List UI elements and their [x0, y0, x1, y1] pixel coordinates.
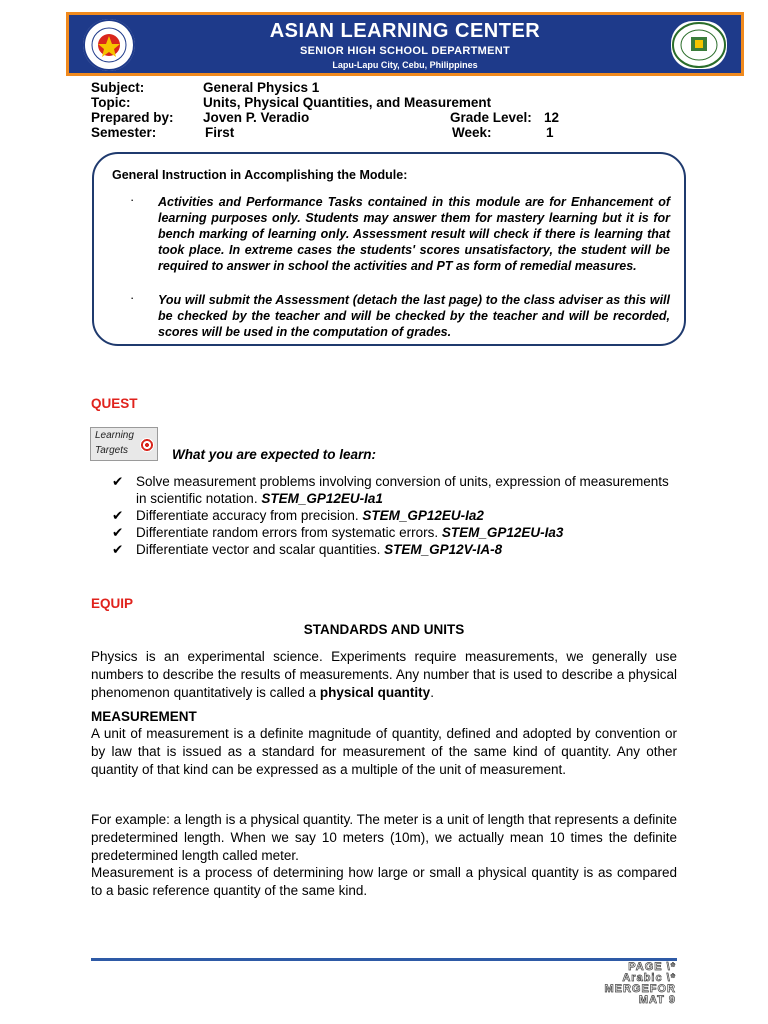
- equip-heading: EQUIP: [91, 596, 134, 611]
- intro-paragraph: [91, 648, 677, 702]
- prepared-by-value: Joven P. Veradio: [203, 110, 310, 125]
- department-name: SENIOR HIGH SCHOOL DEPARTMENT: [300, 45, 510, 57]
- objectives-list: [112, 473, 682, 558]
- topic-value: Units, Physical Quantities, and Measurement: [203, 95, 492, 110]
- school-location: Lapu-Lapu City, Cebu, Philippines: [332, 60, 478, 70]
- target-icon: [140, 438, 154, 452]
- instruction-title: General Instruction in Accomplishing the Module:: [112, 168, 408, 182]
- school-seal-logo: [671, 21, 727, 69]
- objective-code: STEM_GP12V-IA-8: [384, 542, 503, 557]
- footer-divider: [91, 958, 677, 961]
- week-label: Week:: [452, 125, 492, 140]
- checkmark-icon: ✔: [112, 508, 124, 523]
- objective-code: STEM_GP12EU-Ia3: [441, 525, 564, 540]
- icon-word-targets: Targets: [95, 445, 128, 456]
- prepared-by-label: Prepared by:: [91, 110, 174, 125]
- list-item: [112, 507, 682, 524]
- instruction-item: Activities and Performance Tasks contained in this module are for Enhancement of learning purposes only. Students may answer them for mastery learning but it is for bench marking of learning only. Assessment result will check if there is learning that took place. In extreme cases the students' scores unsatisfactory, the student will be required to answer in school the activities and PT as form of remedial measures.: [158, 195, 670, 273]
- checkmark-icon: ✔: [112, 525, 124, 540]
- page-field-code: Arabic \*: [622, 972, 676, 984]
- objective-text: Differentiate vector and scalar quantities.: [136, 542, 385, 557]
- page-field-code: MERGEFOR: [604, 983, 676, 995]
- learning-targets-icon: [90, 427, 158, 461]
- week-value: 1: [546, 125, 554, 140]
- subject-label: Subject:: [91, 80, 145, 95]
- bullet-icon: ·: [130, 290, 135, 305]
- semester-label: Semester:: [91, 125, 157, 140]
- grade-level-label: Grade Level:: [450, 110, 532, 125]
- objective-text: Differentiate random errors from systematic errors.: [136, 525, 442, 540]
- objective-text: Differentiate accuracy from precision.: [136, 508, 363, 523]
- school-name: ASIAN LEARNING CENTER: [269, 20, 541, 42]
- measurement-paragraph: A unit of measurement is a definite magnitude of quantity, defined and adopted by convention or by law that is issued as a standard for measurement of the same kind of quantity. Any other quantity of that kind can be expressed as a multiple of the unit of measurement.: [91, 726, 677, 777]
- physical-quantity-term: physical quantity: [319, 685, 431, 700]
- intro-end: .: [430, 685, 434, 700]
- bullet-icon: ·: [130, 192, 135, 207]
- section-title: STANDARDS AND UNITS: [303, 622, 465, 637]
- page-field-code: PAGE \*: [628, 961, 676, 973]
- page-field-code: MAT 9: [638, 994, 676, 1006]
- quest-heading: QUEST: [91, 396, 138, 411]
- objective-code: STEM_GP12EU-Ia1: [261, 491, 383, 506]
- topic-label: Topic:: [91, 95, 131, 110]
- list-item: [112, 541, 682, 558]
- checkmark-icon: ✔: [112, 474, 124, 489]
- grade-level-value: 12: [544, 110, 560, 125]
- school-banner: [66, 12, 744, 76]
- list-item: [112, 473, 682, 507]
- measurement-heading: MEASUREMENT: [91, 709, 197, 724]
- subject-value: General Physics 1: [203, 80, 320, 95]
- semester-value: First: [205, 125, 235, 140]
- intro-text: Physics is an experimental science. Experiments require measurements, we generally use numbers to describe the results of measurements. Any number that is used to describe a physical phenomenon quantitatively is called a: [91, 649, 677, 700]
- icon-word-learning: Learning: [95, 430, 134, 441]
- measurement-definition-paragraph: Measurement is a process of determining how large or small a physical quantity is as compared to a basic reference quantity of the same kind.: [91, 865, 677, 898]
- general-instruction-box: [92, 152, 686, 346]
- example-paragraph: For example: a length is a physical quantity. The meter is a unit of length that represents a definite predetermined length. When we say 10 meters (10m), we actually mean 10 times the definite predetermined length called meter.: [91, 812, 677, 863]
- objective-text: Solve measurement problems involving conversion of units, expression of measurements in scientific notation.: [136, 474, 669, 506]
- instruction-item: You will submit the Assessment (detach the last page) to the class adviser as this will be checked by the teacher and will be checked by the teacher and will be recorded, scores will be used in the computation of grades.: [158, 293, 670, 339]
- objective-code: STEM_GP12EU-Ia2: [362, 508, 484, 523]
- checkmark-icon: ✔: [112, 542, 124, 557]
- list-item: [112, 524, 682, 541]
- learning-expectation: What you are expected to learn:: [172, 447, 377, 462]
